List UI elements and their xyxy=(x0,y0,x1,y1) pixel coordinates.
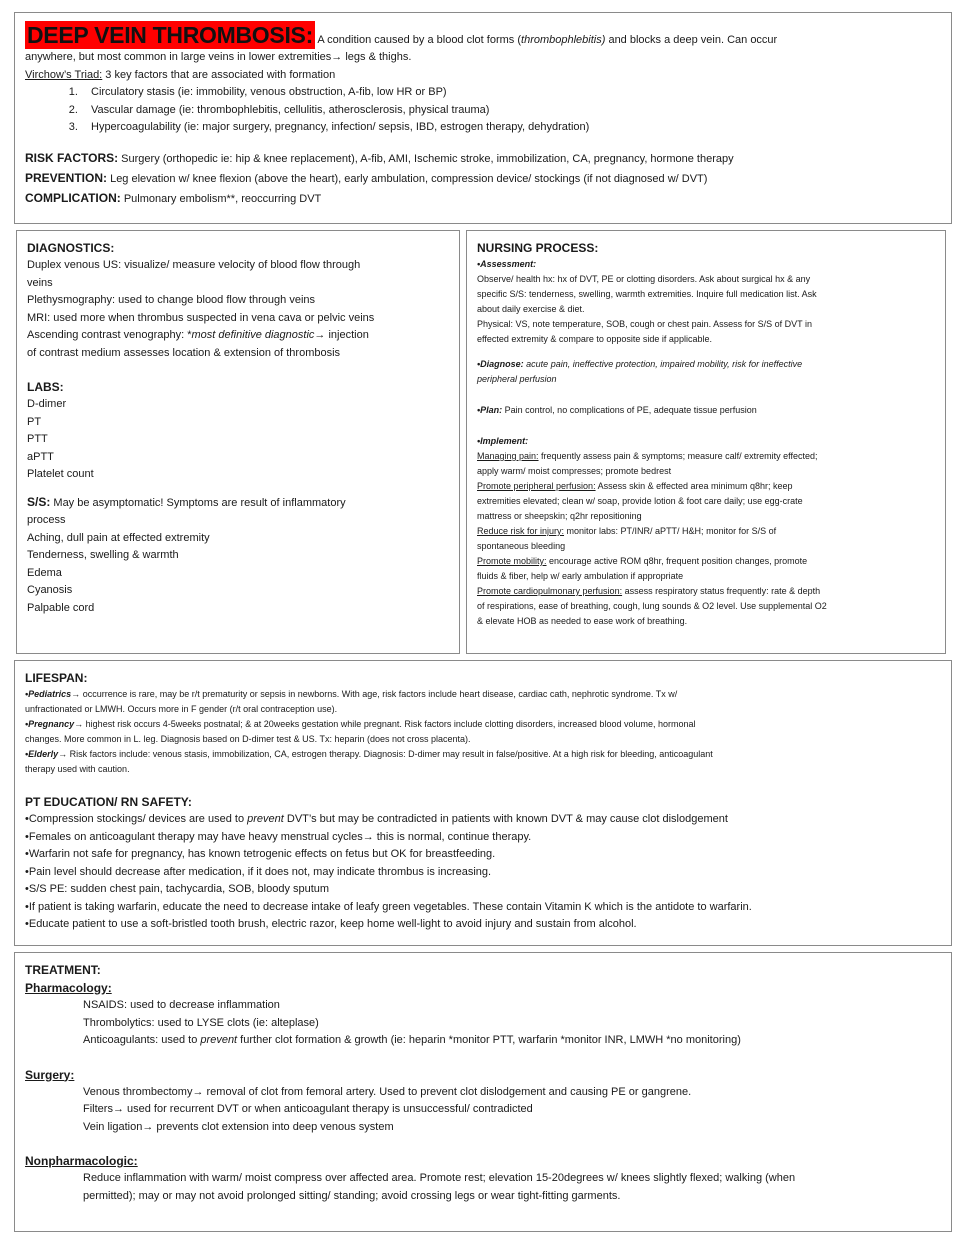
venography-line: Ascending contrast venography: *most definitive diagnostic→ injection xyxy=(27,329,369,341)
nursing-heading: NURSING PROCESS: xyxy=(477,241,599,255)
ss-item: Aching, dull pain at effected extremity xyxy=(27,531,210,544)
education-item: •Females on anticoagulant therapy may have heavy menstrual cycles→ this is normal, continue therapy. xyxy=(25,830,532,843)
impl-line: Managing pain: frequently assess pain & symptoms; measure calf/ extremity effected; xyxy=(477,451,818,461)
complication-line: COMPLICATION: Pulmonary embolism**, reoccurring DVT xyxy=(25,190,322,205)
virchow-triad-list xyxy=(25,84,941,137)
diagnose-line: •Diagnose: acute pain, ineffective protection, impaired mobility, risk for ineffective xyxy=(477,359,803,369)
pharm-item: NSAIDS: used to decrease inflammation xyxy=(83,999,280,1011)
page-title: DEEP VEIN THROMBOSIS: xyxy=(27,22,313,48)
education-heading: PT EDUCATION/ RN SAFETY: xyxy=(25,795,192,809)
impl-line: extremities elevated; clean w/ soap, provide lotion & foot care daily; use egg-crate xyxy=(477,496,803,506)
lab-item: D-dimer xyxy=(27,398,67,410)
assessment-line: specific S/S: tenderness, swelling, warmth extremities. Inquire full medication list. Ask xyxy=(477,289,817,299)
lab-item: PTT xyxy=(27,433,48,445)
lab-item: aPTT xyxy=(27,450,54,463)
surgery-item: Vein ligation→ prevents clot extension into deep venous system xyxy=(83,1120,394,1133)
education-item: •Compression stockings/ devices are used to prevent DVT’s but may be contradicted in patients with known DVT & may cause clot dislodgement xyxy=(25,813,728,825)
prevention-line: PREVENTION: Leg elevation w/ knee flexion (above the heart), early ambulation, compression device/ stockings (if not diagnosed w/ DVT) xyxy=(25,170,708,185)
labs-heading: LABS: xyxy=(27,380,64,394)
pharm-item: Anticoagulants: used to prevent further clot formation & growth (ie: heparin *monitor PTT, warfarin *monitor INR, LMWH *no monitoring) xyxy=(83,1034,741,1046)
lab-item: PT xyxy=(27,415,42,428)
venography-line-2: of contrast medium assesses location & extension of thrombosis xyxy=(27,346,341,359)
surgery-heading: Surgery: xyxy=(25,1067,75,1082)
impl-line: Promote peripheral perfusion: Assess skin & effected area minimum q8hr; keep xyxy=(477,481,793,491)
assessment-line: effected extremity & compare to opposite side if applicable. xyxy=(477,334,712,344)
lifespan-line: changes. More common in L. leg. Diagnosis based on D-dimer test & US. Tx: heparin (does not cross placenta). xyxy=(25,734,471,744)
education-item: •Pain level should decrease after medication, if it does not, may indicate thrombus is increasing. xyxy=(25,865,492,878)
impl-line: of respirations, ease of breathing, cough, lung sounds & O2 level. Use supplemental O2 xyxy=(477,601,827,611)
nonpharm-line: permitted); may or may not avoid prolonged sitting/ standing; avoid crossing legs or wear tight-fitting garments. xyxy=(83,1189,621,1202)
surgery-item: Filters→ used for recurrent DVT or when anticoagulant therapy is unsuccessful/ contradicted xyxy=(83,1103,533,1115)
implement-label: •Implement: xyxy=(477,436,529,446)
impl-line: Reduce risk for injury: monitor labs: PT/INR/ aPTT/ H&H; monitor for S/S of xyxy=(477,526,777,536)
surgery-item: Venous thrombectomy→ removal of clot from femoral artery. Used to prevent clot dislodgement and causing PE or gangrene. xyxy=(83,1085,692,1098)
impl-line: & elevate HOB as needed to ease work of breathing. xyxy=(477,616,688,626)
intro-title-line xyxy=(25,21,941,49)
impl-line: spontaneous bleeding xyxy=(477,541,566,551)
nonpharm-line: Reduce inflammation with warm/ moist compress over affected area. Promote rest; elevation 15-20degrees w/ knees slightly flexed; walking (when xyxy=(83,1172,796,1184)
lifespan-line: unfractionated or LMWH. Occurs more in F gender (r/t oral contraception use). xyxy=(25,704,338,714)
diagnostic-line: Duplex venous US: visualize/ measure velocity of blood flow through xyxy=(27,259,361,271)
ss-cont: process xyxy=(27,514,66,526)
lifespan-education-section xyxy=(14,660,952,946)
impl-line: apply warm/ moist compresses; promote bedrest xyxy=(477,466,672,476)
intro-desc-2: anywhere, but most common in large veins in lower extremities→ legs & thighs. xyxy=(25,51,412,63)
intro-section xyxy=(14,12,952,224)
ss-item: Palpable cord xyxy=(27,601,95,614)
education-item: •If patient is taking warfarin, educate the need to decrease intake of leafy green vegetables. These contain Vitamin K which is the antidote to warfarin. xyxy=(25,900,752,913)
lifespan-line: •Pediatrics→ occurrence is rare, may be r/t prematurity or sepsis in newborns. With age, risk factors include heart disease, cardiac cath, nephrotic syndrome. Tx w/ xyxy=(25,689,678,699)
diagnostic-line: MRI: used more when thrombus suspected in vena cava or pelvic veins xyxy=(27,311,375,324)
diagnostics-section xyxy=(16,230,460,654)
ss-line: S/S: May be asymptomatic! Symptoms are result of inflammatory xyxy=(27,494,346,509)
pharmacology-heading: Pharmacology: xyxy=(25,981,112,995)
lifespan-heading: LIFESPAN: xyxy=(25,671,88,685)
assessment-line: Physical: VS, note temperature, SOB, cough or chest pain. Assess for S/S of DVT in xyxy=(477,319,812,329)
treatment-heading: TREATMENT: xyxy=(25,963,101,977)
nonpharm-heading: Nonpharmacologic: xyxy=(25,1154,138,1168)
risk-factors-line: RISK FACTORS: Surgery (orthopedic ie: hip & knee replacement), A-fib, AMI, Ischemic stroke, immobilization, CA, pregnancy, hormone therapy xyxy=(25,150,734,165)
triad-item: 3. Hypercoagulability (ie: major surgery, pregnancy, infection/ sepsis, IBD, estrogen therapy, dehydration) xyxy=(81,119,941,137)
impl-line: Promote cardiopulmonary perfusion: assess respiratory status frequently: rate & depth xyxy=(477,586,821,596)
ss-item: Edema xyxy=(27,566,62,579)
ss-item: Cyanosis xyxy=(27,584,73,596)
impl-line: Promote mobility: encourage active ROM q8hr, frequent position changes, promote xyxy=(477,556,808,566)
assessment-line: about daily exercise & diet. xyxy=(477,304,585,314)
plan-line: •Plan: Pain control, no complications of PE, adequate tissue perfusion xyxy=(477,405,757,415)
triad-item: 1. Circulatory stasis (ie: immobility, venous obstruction, A-fib, low HR or BP) xyxy=(81,84,941,102)
diagnostic-line: veins xyxy=(27,276,53,289)
lifespan-line: •Elderly→ Risk factors include: venous stasis, immobilization, CA, estrogen therapy. Diagnosis: D-dimer may result in false/positive. At a high risk for bleeding, anticoagulant xyxy=(25,749,713,759)
treatment-section xyxy=(14,952,952,1232)
lifespan-line: •Pregnancy→ highest risk occurs 4-5weeks postnatal; & at 20weeks gestation while pregnant. Risk factors include clotting disorders, increased blood volume, hormonal xyxy=(25,719,696,729)
triad-item: 2. Vascular damage (ie: thrombophlebitis, cellulitis, atherosclerosis, physical trauma) xyxy=(81,102,941,120)
ss-item: Tenderness, swelling & warmth xyxy=(27,549,179,561)
impl-line: fluids & fiber, help w/ early ambulation if appropriate xyxy=(477,571,684,581)
intro-desc-1: A condition caused by a blood clot forms (thrombophlebitis) and blocks a deep vein. Can occur xyxy=(317,34,778,46)
lifespan-line: therapy used with caution. xyxy=(25,764,130,774)
education-item: •S/S PE: sudden chest pain, tachycardia, SOB, bloody sputum xyxy=(25,883,330,895)
pharm-item: Thrombolytics: used to LYSE clots (ie: alteplase) xyxy=(83,1016,319,1029)
education-item: •Educate patient to use a soft-bristled tooth brush, electric razor, keep home well-light to avoid injury and sustain from alcohol. xyxy=(25,918,637,930)
assessment-label: •Assessment: xyxy=(477,259,537,269)
assessment-line: Observe/ health hx: hx of DVT, PE or clotting disorders. Ask about surgical hx & any xyxy=(477,274,811,284)
virchow-line: Virchow’s Triad: 3 key factors that are associated with formation xyxy=(25,68,336,81)
diagnostic-line: Plethysmography: used to change blood flow through veins xyxy=(27,294,316,306)
lab-item: Platelet count xyxy=(27,468,94,480)
nursing-process-section xyxy=(466,230,946,654)
education-item: •Warfarin not safe for pregnancy, has known tetrogenic effects on fetus but OK for breastfeeding. xyxy=(25,848,496,860)
impl-line: mattress or sheepskin; q2hr repositioning xyxy=(477,511,642,521)
diagnose-cont: peripheral perfusion xyxy=(477,374,557,384)
diagnostics-heading: DIAGNOSTICS: xyxy=(27,241,115,255)
